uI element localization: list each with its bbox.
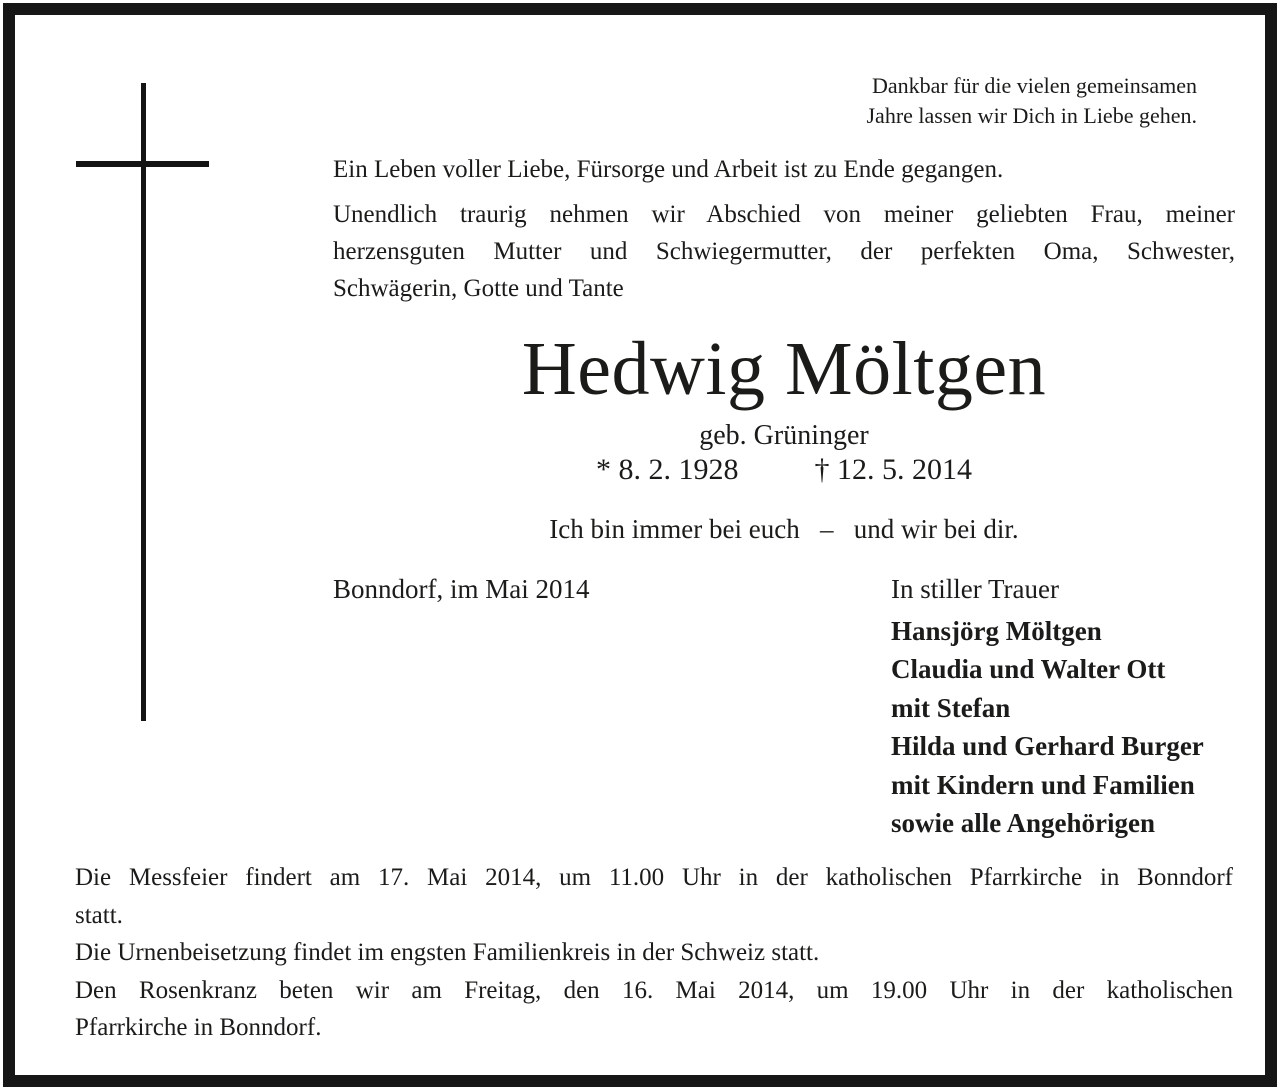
life-dates (333, 453, 1235, 487)
opening-sentence: Ein Leben voller Liebe, Fürsorge und Arbeit ist zu Ende gegangen. (333, 156, 1004, 183)
rosary-info-line-1: Den Rosenkranz beten wir am Freitag, den 16. Mai 2014, um 19.00 Uhr in der katholischen (75, 976, 1233, 1004)
epigraph (867, 71, 1198, 131)
introduction-paragraph (333, 196, 1235, 307)
mourner-2: Claudia und Walter Ott (891, 654, 1166, 685)
deceased-name: Hedwig Möltgen (521, 327, 1047, 411)
maiden-name: geb. Grüninger (699, 420, 869, 451)
introduction-line-3: Schwägerin, Gotte und Tante (333, 275, 624, 302)
place-and-date: Bonndorf, im Mai 2014 (333, 574, 590, 604)
mourner-4: Hilda und Gerhard Burger (891, 731, 1204, 762)
birth-date: * 8. 2. 1928 (596, 453, 739, 486)
mourners-list (891, 612, 1204, 842)
mass-info-line-1: Die Messfeier findert am 17. Mai 2014, um 11.00 Uhr in der katholischen Pfarrkirche in Bonndorf (75, 864, 1233, 891)
memorial-cross-horizontal-bar (76, 161, 209, 167)
death-date: † 12. 5. 2014 (814, 453, 972, 486)
introduction-line-2: herzensguten Mutter und Schwiegermutter, der perfekten Oma, Schwester, (333, 238, 1235, 265)
obituary-frame (3, 3, 1277, 1087)
mourner-5: mit Kindern und Familien (891, 769, 1195, 800)
mass-info-line-2: statt. (75, 901, 123, 929)
memorial-cross-vertical-bar (141, 83, 146, 721)
mourner-1: Hansjörg Möltgen (891, 616, 1102, 646)
epigraph-line-1: Dankbar für die vielen gemeinsamen (872, 73, 1197, 98)
motto: Ich bin immer bei euch – und wir bei dir. (549, 514, 1019, 544)
mourner-3: mit Stefan (891, 692, 1011, 723)
rosary-info-line-2: Pfarrkirche in Bonndorf. (75, 1014, 322, 1042)
burial-info-line-1: Die Urnenbeisetzung findet im engsten Familienkreis in der Schweiz statt. (75, 939, 820, 967)
mourner-6: sowie alle Angehörigen (891, 808, 1155, 839)
mourning-heading: In stiller Trauer (891, 574, 1059, 604)
service-information (75, 859, 1233, 1047)
introduction-line-1: Unendlich traurig nehmen wir Abschied von meiner geliebten Frau, meiner (333, 201, 1235, 228)
epigraph-line-2: Jahre lassen wir Dich in Liebe gehen. (866, 103, 1197, 128)
